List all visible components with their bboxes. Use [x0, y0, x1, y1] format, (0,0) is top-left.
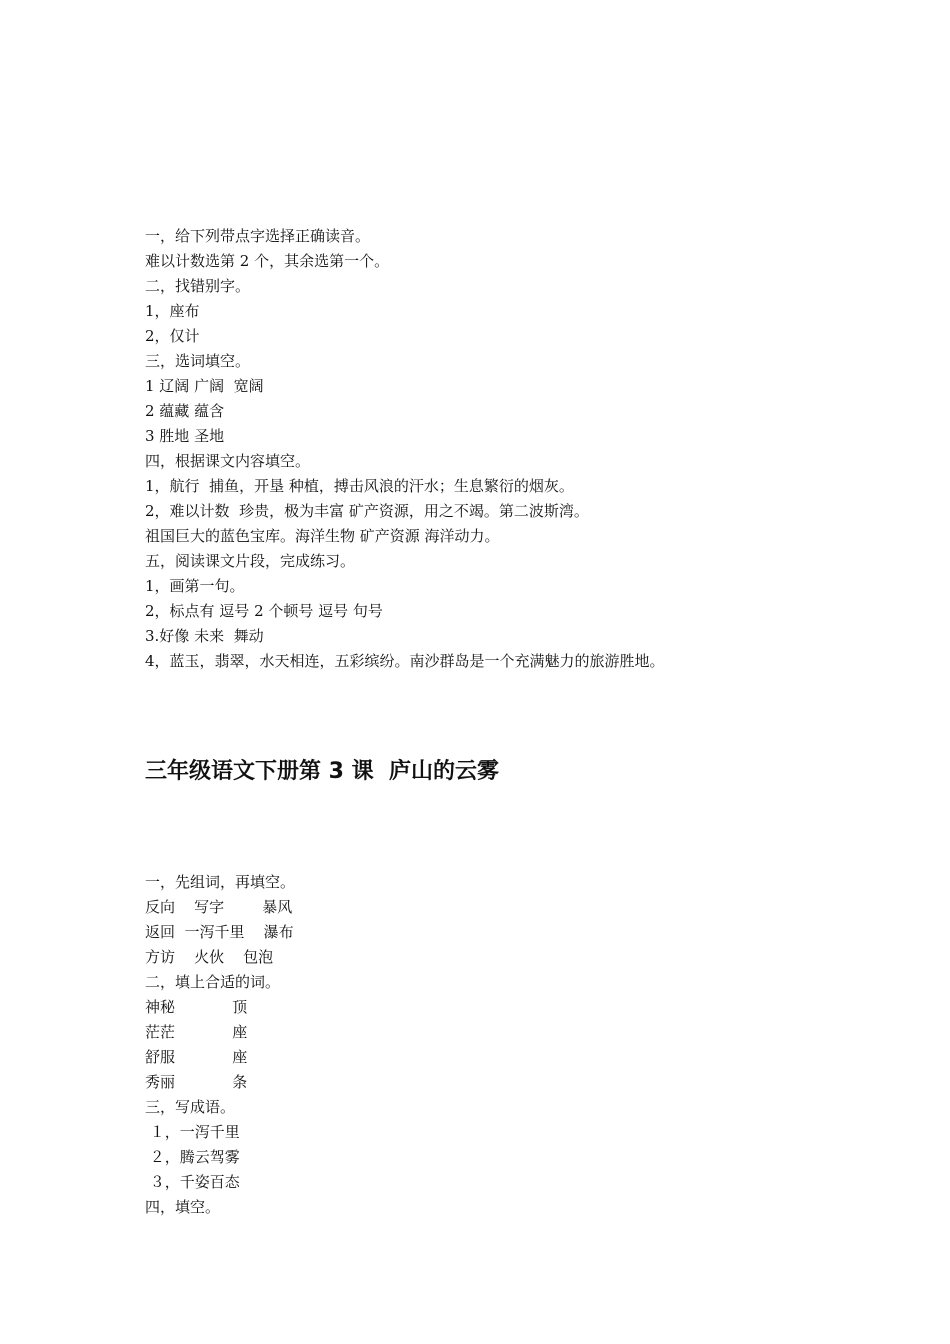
text-line: 2，仅计 [145, 327, 200, 345]
text-line: 秀丽 条 [145, 1073, 248, 1091]
text-line: ２，腾云驾雾 [145, 1148, 240, 1166]
text-line: 3 胜地 圣地 [145, 427, 225, 445]
text-line: 方访 火伙 包泡 [145, 948, 274, 966]
text-line: 舒服 座 [145, 1048, 248, 1066]
text-line: ３，千姿百态 [145, 1173, 240, 1191]
text-line: 二，填上合适的词。 [145, 973, 281, 991]
text-line: １，一泻千里 [145, 1123, 240, 1141]
answer-section-1 [145, 224, 905, 674]
text-line: 2，标点有 逗号 2 个顿号 逗号 句号 [145, 602, 383, 620]
text-line: 4，蓝玉，翡翠，水天相连，五彩缤纷。南沙群岛是一个充满魅力的旅游胜地。 [145, 652, 665, 670]
text-line: 难以计数选第 2 个，其余选第一个。 [145, 252, 390, 270]
text-line: 三，写成语。 [145, 1098, 236, 1116]
text-line: 四，根据课文内容填空。 [145, 452, 311, 470]
text-line: 四，填空。 [145, 1198, 221, 1216]
text-line: 1，座布 [145, 302, 200, 320]
text-line: 1，航行 捕鱼，开垦 种植，搏击风浪的汗水；生息繁衍的烟灰。 [145, 477, 574, 495]
text-line: 3.好像 未来 舞动 [145, 627, 264, 645]
text-line: 二，找错别字。 [145, 277, 251, 295]
lesson-heading: 三年级语文下册第 3 课 庐山的云雾 [145, 759, 499, 784]
text-line: 三，选词填空。 [145, 352, 251, 370]
answer-section-2 [145, 870, 905, 1220]
text-line: 1 辽阔 广阔 宽阔 [145, 377, 264, 395]
text-line: 一，先组词，再填空。 [145, 873, 296, 891]
text-line: 反向 写字 暴风 [145, 898, 293, 916]
text-line: 茫茫 座 [145, 1023, 248, 1041]
text-line: 神秘 顶 [145, 998, 248, 1016]
text-line: 五，阅读课文片段，完成练习。 [145, 552, 356, 570]
text-line: 2 蕴藏 蕴含 [145, 402, 225, 420]
text-line: 祖国巨大的蓝色宝库。海洋生物 矿产资源 海洋动力。 [145, 527, 500, 545]
text-line: 一，给下列带点字选择正确读音。 [145, 227, 371, 245]
text-line: 返回 一泻千里 瀑布 [145, 923, 294, 941]
text-line: 2，难以计数 珍贵，极为丰富 矿产资源，用之不竭。第二波斯湾。 [145, 502, 589, 520]
text-line: 1，画第一句。 [145, 577, 245, 595]
